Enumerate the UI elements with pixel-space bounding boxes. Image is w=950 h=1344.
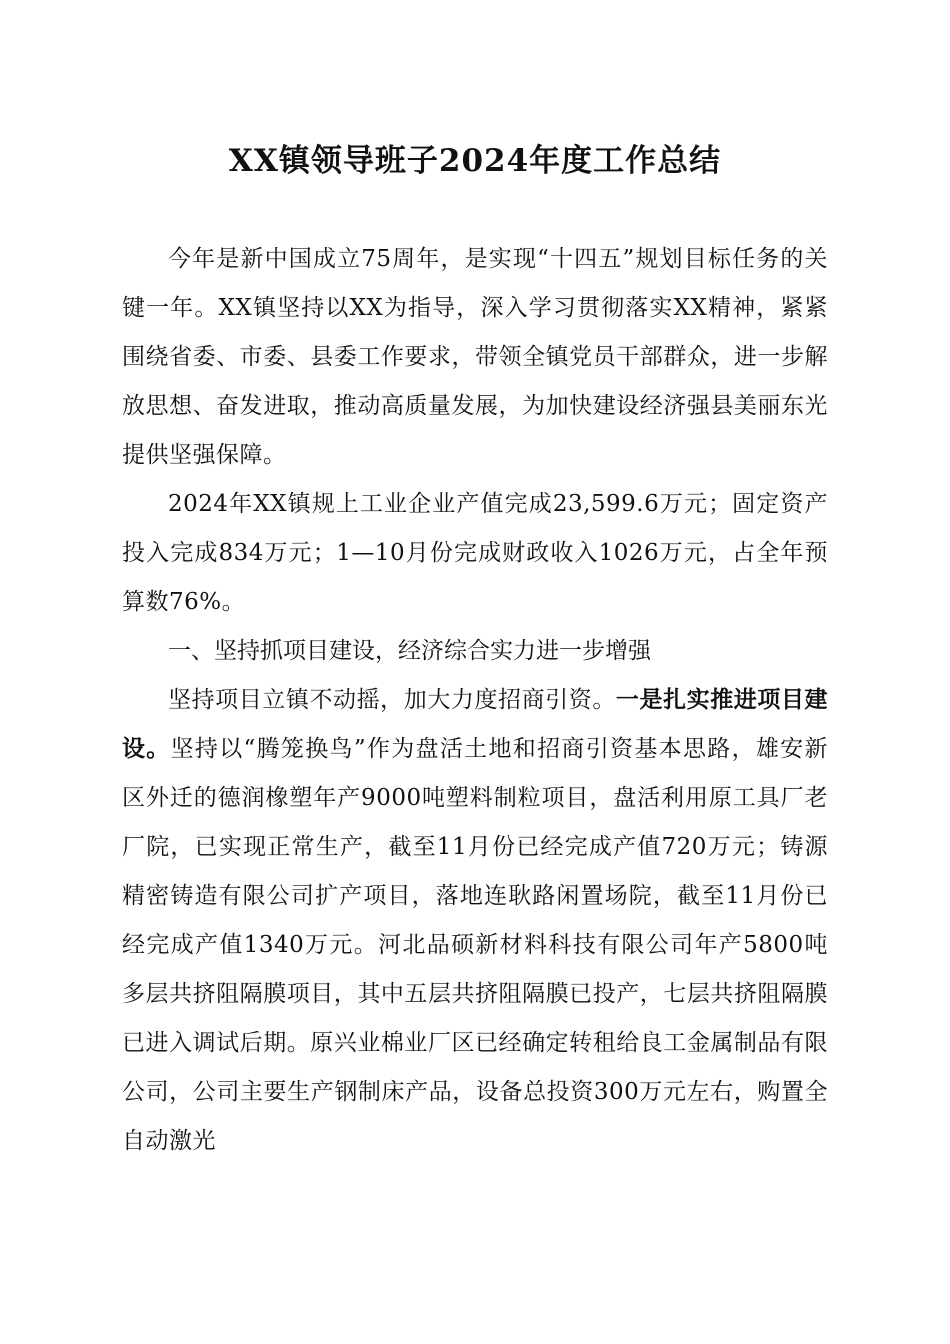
- project-lead-text: 坚持项目立镇不动摇，加大力度招商引资。: [168, 687, 616, 713]
- section-heading-1: 一、坚持抓项目建设，经济综合实力进一步增强: [168, 638, 651, 664]
- project-body-text: 坚持以“腾笼换鸟”作为盘活土地和招商引资基本思路，雄安新区外迁的德润橡塑年产9000吨塑料制粒项目，盘活利用原工具厂老厂院，已实现正常生产，截至11月份已经完成产值720万元；铸源精密铸造有限公司扩产项目，落地连耿路闲置场院，截至11月份已经完成产值1340万元。河北品硕新材料科技有限公司年产5800吨多层共挤阻隔膜项目，其中五层共挤阻隔膜已投产，七层共挤阻隔膜已进入调试后期。原兴业棉业厂区已经确定转租给良工金属制品有限公司，公司主要生产钢制床产品，设备总投资300万元左右，购置全自动激光: [122, 736, 828, 1154]
- intro-paragraph: 今年是新中国成立75周年，是实现“十四五”规划目标任务的关键一年。XX镇坚持以XX为指导，深入学习贯彻落实XX精神，紧紧围绕省委、市委、县委工作要求，带领全镇党员干部群众，进一步解放思想、奋发进取，推动高质量发展，为加快建设经济强县美丽东光提供坚强保障。: [122, 246, 828, 468]
- project-bold-subheading: 一是扎实推进项目建设。: [122, 687, 829, 762]
- statistics-paragraph: 2024年XX镇规上工业企业产值完成23,599.6万元；固定资产投入完成834万元；1—10月份完成财政收入1026万元，占全年预算数76%。: [122, 491, 828, 615]
- project-paragraph: [122, 676, 828, 1166]
- document-body: [122, 235, 828, 1166]
- document-title: XX镇领导班子2024年度工作总结: [228, 143, 722, 179]
